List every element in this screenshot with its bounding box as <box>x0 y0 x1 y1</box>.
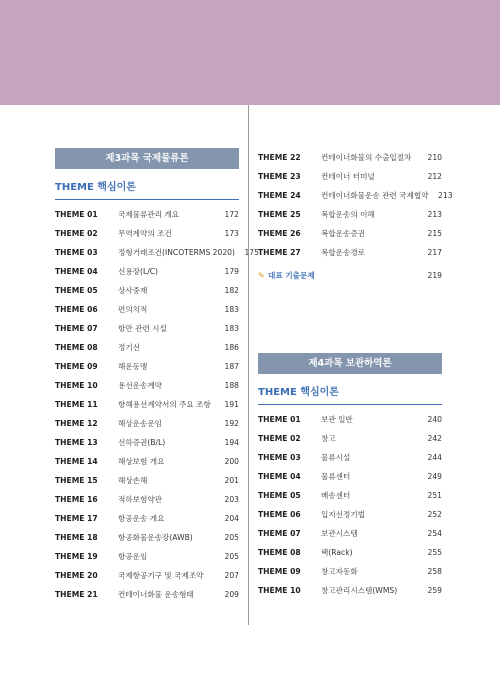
page-number: 201 <box>224 476 239 485</box>
page-number: 249 <box>427 472 442 481</box>
toc-entry[interactable] <box>258 543 442 562</box>
theme-title: 보관시스템 <box>321 529 358 538</box>
theme-number: THEME 19 <box>55 552 98 561</box>
theme-number: THEME 14 <box>55 457 98 466</box>
page-number: 251 <box>427 491 442 500</box>
toc-entry[interactable] <box>55 509 239 528</box>
theme-title: 신용장(L/C) <box>118 267 159 276</box>
toc-entry[interactable] <box>55 224 239 243</box>
theme-number: THEME 01 <box>55 210 98 219</box>
toc-entry[interactable] <box>258 148 442 167</box>
theme-number: THEME 10 <box>55 381 98 390</box>
toc-entry[interactable] <box>258 410 442 429</box>
theme-number: THEME 02 <box>55 229 98 238</box>
page-number: 259 <box>427 586 442 595</box>
page-number: 258 <box>427 567 442 576</box>
theme-number: THEME 18 <box>55 533 98 542</box>
page-number: 182 <box>224 286 239 295</box>
page-number: 210 <box>427 153 442 162</box>
theme-number: THEME 06 <box>258 510 301 519</box>
page-number: 213 <box>438 191 453 200</box>
theme-title: 복합운송경로 <box>321 248 366 257</box>
theme-number: THEME 26 <box>258 229 301 238</box>
header-band <box>0 0 500 105</box>
toc-entry[interactable] <box>55 338 239 357</box>
toc-entry[interactable] <box>55 395 239 414</box>
theme-title: 해상운송운임 <box>118 419 163 428</box>
toc-entry[interactable] <box>258 581 442 600</box>
part3-column-right <box>258 148 453 600</box>
theme-title: 상사중재 <box>118 286 148 295</box>
theme-title: 해상손해 <box>118 476 148 485</box>
page-number: 183 <box>224 324 239 333</box>
theme-number: THEME 13 <box>55 438 98 447</box>
theme-number: THEME 09 <box>258 567 301 576</box>
theme-title: 적하보험약관 <box>118 495 163 504</box>
theme-title: 물류시설 <box>321 453 351 462</box>
theme-number: THEME 17 <box>55 514 98 523</box>
toc-entry[interactable] <box>258 562 442 581</box>
page-number: 205 <box>224 552 239 561</box>
representative-label: 대표 기출문제 <box>268 271 315 280</box>
theme-number: THEME 07 <box>258 529 301 538</box>
part3-theme-list-continued <box>258 148 453 262</box>
theme-title: 해상보험 개요 <box>118 457 165 466</box>
part3-theme-list <box>55 205 259 604</box>
theme-title: 컨테이너화물운송 관련 국제협약 <box>321 191 429 200</box>
page-number: 194 <box>224 438 239 447</box>
theme-number: THEME 21 <box>55 590 98 599</box>
page-number: 244 <box>427 453 442 462</box>
theme-title: 항공운송 개요 <box>118 514 165 523</box>
toc-entry[interactable] <box>258 243 442 262</box>
theme-title: 국제항공기구 및 국제조약 <box>118 571 204 580</box>
theme-title: 창고자동화 <box>321 567 358 576</box>
toc-entry[interactable] <box>55 281 239 300</box>
theme-number: THEME 09 <box>55 362 98 371</box>
representative-questions-entry[interactable] <box>258 266 442 285</box>
toc-entry[interactable] <box>55 300 239 319</box>
theme-number: THEME 01 <box>258 415 301 424</box>
column-divider <box>248 105 249 625</box>
toc-entry[interactable] <box>55 490 239 509</box>
toc-entry[interactable] <box>55 414 239 433</box>
toc-entry[interactable] <box>258 448 442 467</box>
theme-number: THEME 25 <box>258 210 301 219</box>
toc-entry[interactable] <box>55 357 239 376</box>
theme-title: 컨테이너화물 운송형태 <box>118 590 194 599</box>
toc-entry[interactable] <box>258 467 442 486</box>
part4-section-title: 제4과목 보관하역론 <box>258 353 442 374</box>
part4-theme-subtitle: THEME 핵심이론 <box>258 384 442 405</box>
theme-title: 창고 <box>321 434 336 443</box>
page-number: 207 <box>224 571 239 580</box>
page-number: 200 <box>224 457 239 466</box>
theme-number: THEME 04 <box>55 267 98 276</box>
theme-number: THEME 08 <box>258 548 301 557</box>
page-number: 217 <box>427 248 442 257</box>
toc-entry[interactable] <box>55 433 239 452</box>
page-number: 240 <box>427 415 442 424</box>
page-number: 173 <box>224 229 239 238</box>
theme-number: THEME 20 <box>55 571 98 580</box>
page-number: 187 <box>224 362 239 371</box>
page-number: 213 <box>427 210 442 219</box>
part3-section-title: 제3과목 국제물류론 <box>55 148 239 169</box>
part3-theme-subtitle: THEME 핵심이론 <box>55 179 239 200</box>
theme-title: 선하증권(B/L) <box>118 438 166 447</box>
toc-entry[interactable] <box>55 585 239 604</box>
theme-number: THEME 24 <box>258 191 301 200</box>
page-number: 188 <box>224 381 239 390</box>
toc-entry[interactable] <box>55 243 259 262</box>
part3-column-left <box>55 148 259 604</box>
theme-number: THEME 07 <box>55 324 98 333</box>
theme-number: THEME 15 <box>55 476 98 485</box>
theme-number: THEME 06 <box>55 305 98 314</box>
toc-entry[interactable] <box>258 205 442 224</box>
toc-entry[interactable] <box>258 524 442 543</box>
theme-title: 보관 일반 <box>321 415 353 424</box>
page-number: 179 <box>224 267 239 276</box>
theme-title: 창고관리시스템(WMS) <box>321 586 398 595</box>
theme-title: 복합운송의 이해 <box>321 210 375 219</box>
toc-entry[interactable] <box>258 224 442 243</box>
page-number: 175 <box>244 248 259 257</box>
representative-page: 219 <box>427 271 442 280</box>
theme-number: THEME 22 <box>258 153 301 162</box>
theme-title: 정기선 <box>118 343 141 352</box>
theme-title: 컨테이너 터미널 <box>321 172 375 181</box>
toc-entry[interactable] <box>55 566 239 585</box>
theme-number: THEME 03 <box>258 453 301 462</box>
theme-number: THEME 05 <box>55 286 98 295</box>
theme-number: THEME 11 <box>55 400 98 409</box>
theme-number: THEME 05 <box>258 491 301 500</box>
toc-entry[interactable] <box>258 486 442 505</box>
theme-number: THEME 16 <box>55 495 98 504</box>
theme-title: 국제물류관리 개요 <box>118 210 180 219</box>
toc-entry[interactable] <box>258 429 442 448</box>
page-number: 186 <box>224 343 239 352</box>
theme-title: 항해용선계약서의 주요 조항 <box>118 400 211 409</box>
theme-title: 입지선정기법 <box>321 510 366 519</box>
page-number: 242 <box>427 434 442 443</box>
part4-theme-list <box>258 410 442 600</box>
toc-entry[interactable] <box>55 319 239 338</box>
page-number: 204 <box>224 514 239 523</box>
toc-entry[interactable] <box>258 186 453 205</box>
toc-entry[interactable] <box>258 167 442 186</box>
theme-number: THEME 08 <box>55 343 98 352</box>
page-number: 172 <box>224 210 239 219</box>
page-number: 212 <box>427 172 442 181</box>
theme-title: 물류센터 <box>321 472 351 481</box>
pencil-icon: ✎ <box>258 271 265 280</box>
theme-number: THEME 03 <box>55 248 98 257</box>
theme-number: THEME 10 <box>258 586 301 595</box>
page-number: 183 <box>224 305 239 314</box>
theme-title: 정형거래조건(INCOTERMS 2020) <box>118 248 235 257</box>
page-number: 209 <box>224 590 239 599</box>
toc-entry[interactable] <box>55 452 239 471</box>
page-number: 215 <box>427 229 442 238</box>
theme-number: THEME 27 <box>258 248 301 257</box>
theme-title: 항만 관련 시설 <box>118 324 167 333</box>
page-number: 254 <box>427 529 442 538</box>
theme-title: 컨테이너화물의 수출입절차 <box>321 153 412 162</box>
page-number: 252 <box>427 510 442 519</box>
theme-number: THEME 02 <box>258 434 301 443</box>
theme-number: THEME 04 <box>258 472 301 481</box>
toc-entry[interactable] <box>55 262 239 281</box>
theme-number: THEME 23 <box>258 172 301 181</box>
theme-title: 배송센터 <box>321 491 351 500</box>
toc-entry[interactable] <box>55 376 239 395</box>
page-number: 192 <box>224 419 239 428</box>
page-number: 255 <box>427 548 442 557</box>
theme-title: 용선운송계약 <box>118 381 163 390</box>
theme-title: 해운동맹 <box>118 362 148 371</box>
toc-entry[interactable] <box>55 528 239 547</box>
theme-title: 항공운임 <box>118 552 148 561</box>
theme-title: 랙(Rack) <box>321 548 353 557</box>
toc-entry[interactable] <box>55 471 239 490</box>
toc-entry[interactable] <box>55 205 239 224</box>
toc-entry[interactable] <box>258 505 442 524</box>
page-number: 205 <box>224 533 239 542</box>
theme-title: 무역계약의 조건 <box>118 229 172 238</box>
toc-entry[interactable] <box>55 547 239 566</box>
theme-title: 복합운송증권 <box>321 229 366 238</box>
theme-title: 편의치적 <box>118 305 148 314</box>
page-number: 191 <box>224 400 239 409</box>
theme-number: THEME 12 <box>55 419 98 428</box>
page-number: 203 <box>224 495 239 504</box>
theme-title: 항공화물운송장(AWB) <box>118 533 193 542</box>
